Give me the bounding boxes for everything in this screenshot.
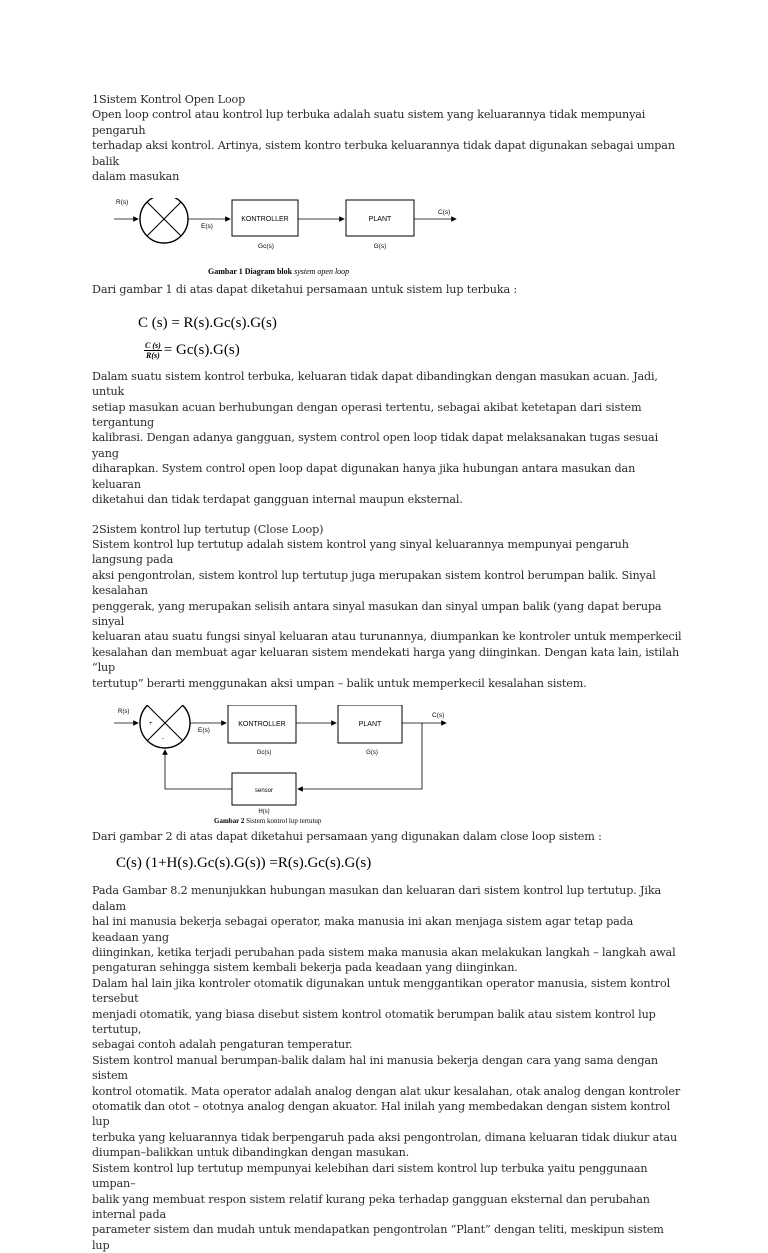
sensor-label: sensor [254,787,274,794]
section1-body-line: kalibrasi. Dengan adanya gangguan, system control open loop tidak dapat melaksanakan tugas sesuai yang [92,431,659,460]
section2-intro-line: kesalahan dan membuat agar keluaran sistem mendekati harga yang diinginkan. Dengan kata lain, istilah “lup [92,645,680,675]
figure2-caption-bold: Gambar 2 [214,816,245,825]
section2-heading: 2Sistem kontrol lup tertutup (Close Loop) [92,522,324,536]
section2-body-line: diinginkan, ketika terjadi perubahan pada sistem maka manusia akan melakukan langkah – langkah awal [92,946,676,959]
sensor-transfer-function: H(s) [258,808,270,815]
open-loop-block-diagram [86,198,676,268]
plant-transfer-function: G(s) [366,749,378,756]
section2-body-line: kontrol otomatik. Mata operator adalah analog dengan alat ukur kesalahan, otak analog dengan kontroler [92,1084,681,1098]
fraction-denominator: R(s) [146,350,160,360]
figure1-caption-bold: Gambar 1 Diagram blok [208,267,295,277]
section2-body-line: terbuka yang keluarannya tidak berpengaruh pada aksi pengontrolan, dimana keluaran tidak diukur atau [92,1130,678,1144]
section1-intro-line: dalam masukan [92,170,180,184]
section2-body-line: Dalam hal lain jika kontroler otomatik digunakan untuk menggantikan operator manusia, sistem kontrol tersebut [92,976,670,1006]
section2-body-line: menjadi otomatik, yang biasa disebut sistem kontrol otomatik berumpan balik atau sistem kontrol lup tertutup, [92,1007,656,1037]
section1-body-line: setiap masukan acuan berhubungan dengan operasi tertentu, sebagai akibat ketetapan dari sistem tergantung [92,400,642,430]
section2-body-line: pengaturan sehingga sistem kembali bekerja pada keadaan yang diinginkan. [92,961,518,975]
equation-closed-loop: C(s) (1+H(s).Gc(s).G(s)) =R(s).Gc(s).G(s) [116,855,372,872]
plant-transfer-function: G(s) [373,243,387,251]
controller-transfer-function: Gc(s) [258,243,274,251]
section2-body-line: diumpan–balikkan untuk dibandingkan dengan masukan. [92,1146,410,1160]
minus-sign: - [162,735,164,742]
equation-open-loop: C (s) = R(s).Gc(s).G(s) [138,314,277,331]
summing-junction [140,705,190,748]
figure2-caption [214,817,682,825]
section2-body-line: hal ini manusia bekerja sebagai operator, maka manusia ini akan menjaga sistem agar tetap pada keadaan yang [92,915,634,944]
fraction-numerator: C (s) [145,340,161,350]
section2-body-line: parameter sistem dan mudah untuk mendapatkan pengontrolan “Plant” dengan teliti, meskipun sistem lup [92,1223,664,1252]
closed-loop-block-diagram [86,705,676,823]
equation-rhs: = Gc(s).G(s) [163,341,240,358]
section2-body-line: sebagai contoh adalah pengaturan temperatur. [92,1038,353,1052]
controller-transfer-function: Gc(s) [256,749,272,756]
section2-body-line: otomatik dan otot – ototnya analog dengan akuator. Hal inilah yang membedakan dengan sistem kontrol lup [92,1100,671,1129]
section1-body-line: diketahui dan tidak terdapat gangguan internal maupun eksternal. [92,493,463,507]
fraction [144,341,162,360]
open-input-label: R(s) [116,199,129,207]
open-error-label: E(s) [201,223,213,231]
plant-label: PLANT [368,216,392,224]
plus-sign: + [149,720,153,727]
section2-lead: Dari gambar 2 di atas dapat diketahui persamaan yang digunakan dalam close loop sistem : [92,829,602,843]
document-page [92,92,682,1253]
section2-intro-line: Sistem kontrol lup tertutup adalah sistem kontrol yang sinyal keluarannya mempunyai pengaruh langsung pada [92,537,629,567]
section2-intro-line: aksi pengontrolan, sistem kontrol lup tertutup juga merupakan sistem kontrol berumpan balik. Sinyal kesalahan [92,568,656,598]
open-output-label: C(s) [438,209,451,217]
summing-junction [140,198,188,243]
controller-label: KONTROLLER [238,720,286,728]
plant-label: PLANT [358,720,382,728]
section1-body-line: diharapkan. System control open loop dapat digunakan hanya jika hubungan antara masukan dan keluaran [92,462,636,491]
figure1-caption-italic: system open loop [294,267,350,277]
closed-input-label: R(s) [118,708,130,715]
section2-body-line: Sistem kontrol lup tertutup mempunyai kelebihan dari sistem kontrol lup terbuka yaitu penggunaan umpan– [92,1161,648,1191]
section2-body-line: Sistem kontrol manual berumpan-balik dalam hal ini manusia bekerja dengan cara yang sama dengan sistem [92,1053,658,1083]
section2-body-line: Pada Gambar 8.2 menunjukkan hubungan masukan dan keluaran dari sistem kontrol lup tertutup. Jika dalam [92,884,661,913]
section2-intro-line: tertutup” berarti menggunakan aksi umpan – balik untuk memperkecil kesalahan sistem. [92,676,587,690]
figure1-caption [208,267,682,276]
closed-output-label: C(s) [432,711,445,719]
figure2-caption-text: Sistem kontrol lup tertutup [244,816,322,825]
controller-label: KONTROLLER [241,216,289,224]
section2-intro-line: keluaran atau suatu fungsi sinyal keluaran atau turunannya, diumpankan ke kontroler untuk memperkecil [92,630,682,644]
section1-body-line: Dalam suatu sistem kontrol terbuka, keluaran tidak dapat dibandingkan dengan masukan acuan. Jadi, untuk [92,369,658,399]
section1-lead: Dari gambar 1 di atas dapat diketahui persamaan untuk sistem lup terbuka : [92,283,518,297]
section2-body-line: balik yang membuat respon sistem relatif kurang peka terhadap gangguan eksternal dan perubahan internal pada [92,1192,650,1221]
section1-intro-line: Open loop control atau kontrol lup terbuka adalah suatu sistem yang keluarannya tidak mempunyai pengaruh [92,108,646,137]
closed-error-label: E(s) [198,726,210,734]
equation-open-loop-ratio [144,341,682,360]
section1-intro-line: terhadap aksi kontrol. Artinya, sistem kontro terbuka keluarannya tidak dapat digunakan sebagai umpan balik [92,139,675,168]
section2-intro-line: penggerak, yang merupakan selisih antara sinyal masukan dan sinyal umpan balik (yang dapat berupa sinyal [92,599,662,628]
feedback-path-in [165,750,232,789]
section1-heading: 1Sistem Kontrol Open Loop [92,93,246,106]
